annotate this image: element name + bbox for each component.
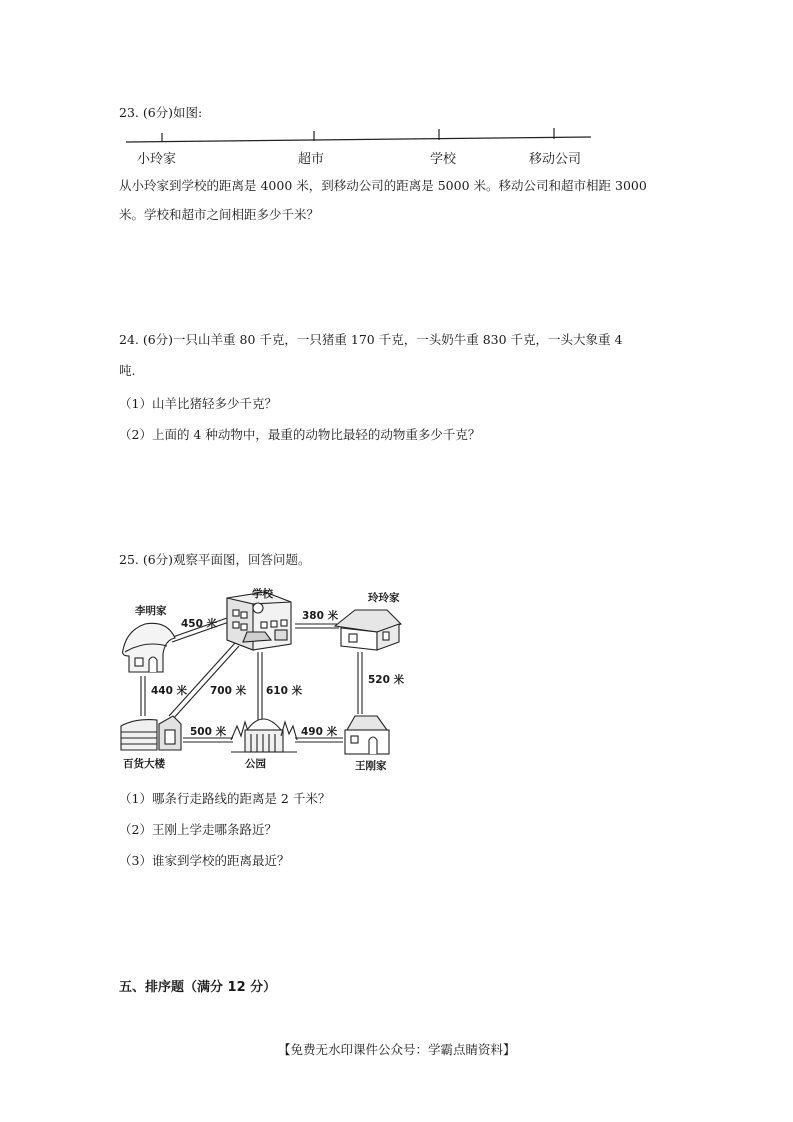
section-title: 五、排序题（满分 12 分） <box>119 980 277 995</box>
lingling-house-icon <box>335 610 401 650</box>
department-store-icon <box>121 716 181 750</box>
distance-store-school: 700 米 <box>210 685 247 697</box>
label-school: 学校 <box>430 152 457 167</box>
q24-sub1: （1）山羊比猪轻多少千克？ <box>119 396 277 411</box>
q23-text-line1: 从小玲家到学校的距离是 4000 米，到移动公司的距离是 5000 米。移动公司和超市相距 3000 <box>119 178 647 193</box>
distance-lingling-wanggang: 520 米 <box>368 674 405 686</box>
label-wanggang-home: 王刚家 <box>355 760 387 772</box>
q25-sub2: （2）王刚上学走哪条路近？ <box>119 822 277 837</box>
wanggang-house-icon <box>345 716 389 754</box>
q25-header: 25. (6分)观察平面图，回答问题。 <box>119 552 311 567</box>
distance-school-park: 610 米 <box>266 685 303 697</box>
q24-sub2: （2）上面的 4 种动物中，最重的动物比最轻的动物重多少千克？ <box>119 427 481 442</box>
label-lingling-home: 玲玲家 <box>368 592 400 604</box>
label-supermarket: 超市 <box>298 152 325 167</box>
distance-park-wanggang: 490 米 <box>301 726 338 738</box>
park-gate-icon <box>231 719 297 752</box>
q25-sub1: （1）哪条行走路线的距离是 2 千米？ <box>119 791 331 806</box>
liming-house-icon <box>123 623 175 672</box>
label-park: 公园 <box>245 758 266 770</box>
label-school-map: 学校 <box>252 588 273 600</box>
label-mobile-company: 移动公司 <box>529 152 582 167</box>
q24-header-line2: 吨. <box>119 363 136 378</box>
label-department-store: 百货大楼 <box>123 758 165 770</box>
label-xiaoling-home: 小玲家 <box>137 152 177 167</box>
q23-text-line2: 米。学校和超市之间相距多少千米？ <box>119 207 320 222</box>
distance-school-lingling: 380 米 <box>302 610 339 622</box>
q25-sub3: （3）谁家到学校的距离最近？ <box>119 853 290 868</box>
floor-plan-map <box>115 580 415 775</box>
distance-store-park: 500 米 <box>190 726 227 738</box>
footer-text: 【免费无水印课件公众号：学霸点睛资料】 <box>278 1042 516 1057</box>
number-line-graphic <box>126 126 596 146</box>
q24-header-line1: 24. (6分)一只山羊重 80 千克，一只猪重 170 千克，一头奶牛重 830 千克，一头大象重 4 <box>119 332 623 347</box>
distance-liming-school: 450 米 <box>181 618 218 630</box>
q23-header: 23. (6分)如图: <box>119 105 203 120</box>
label-liming-home: 李明家 <box>135 605 167 617</box>
distance-liming-store: 440 米 <box>151 685 188 697</box>
number-line <box>126 126 596 166</box>
